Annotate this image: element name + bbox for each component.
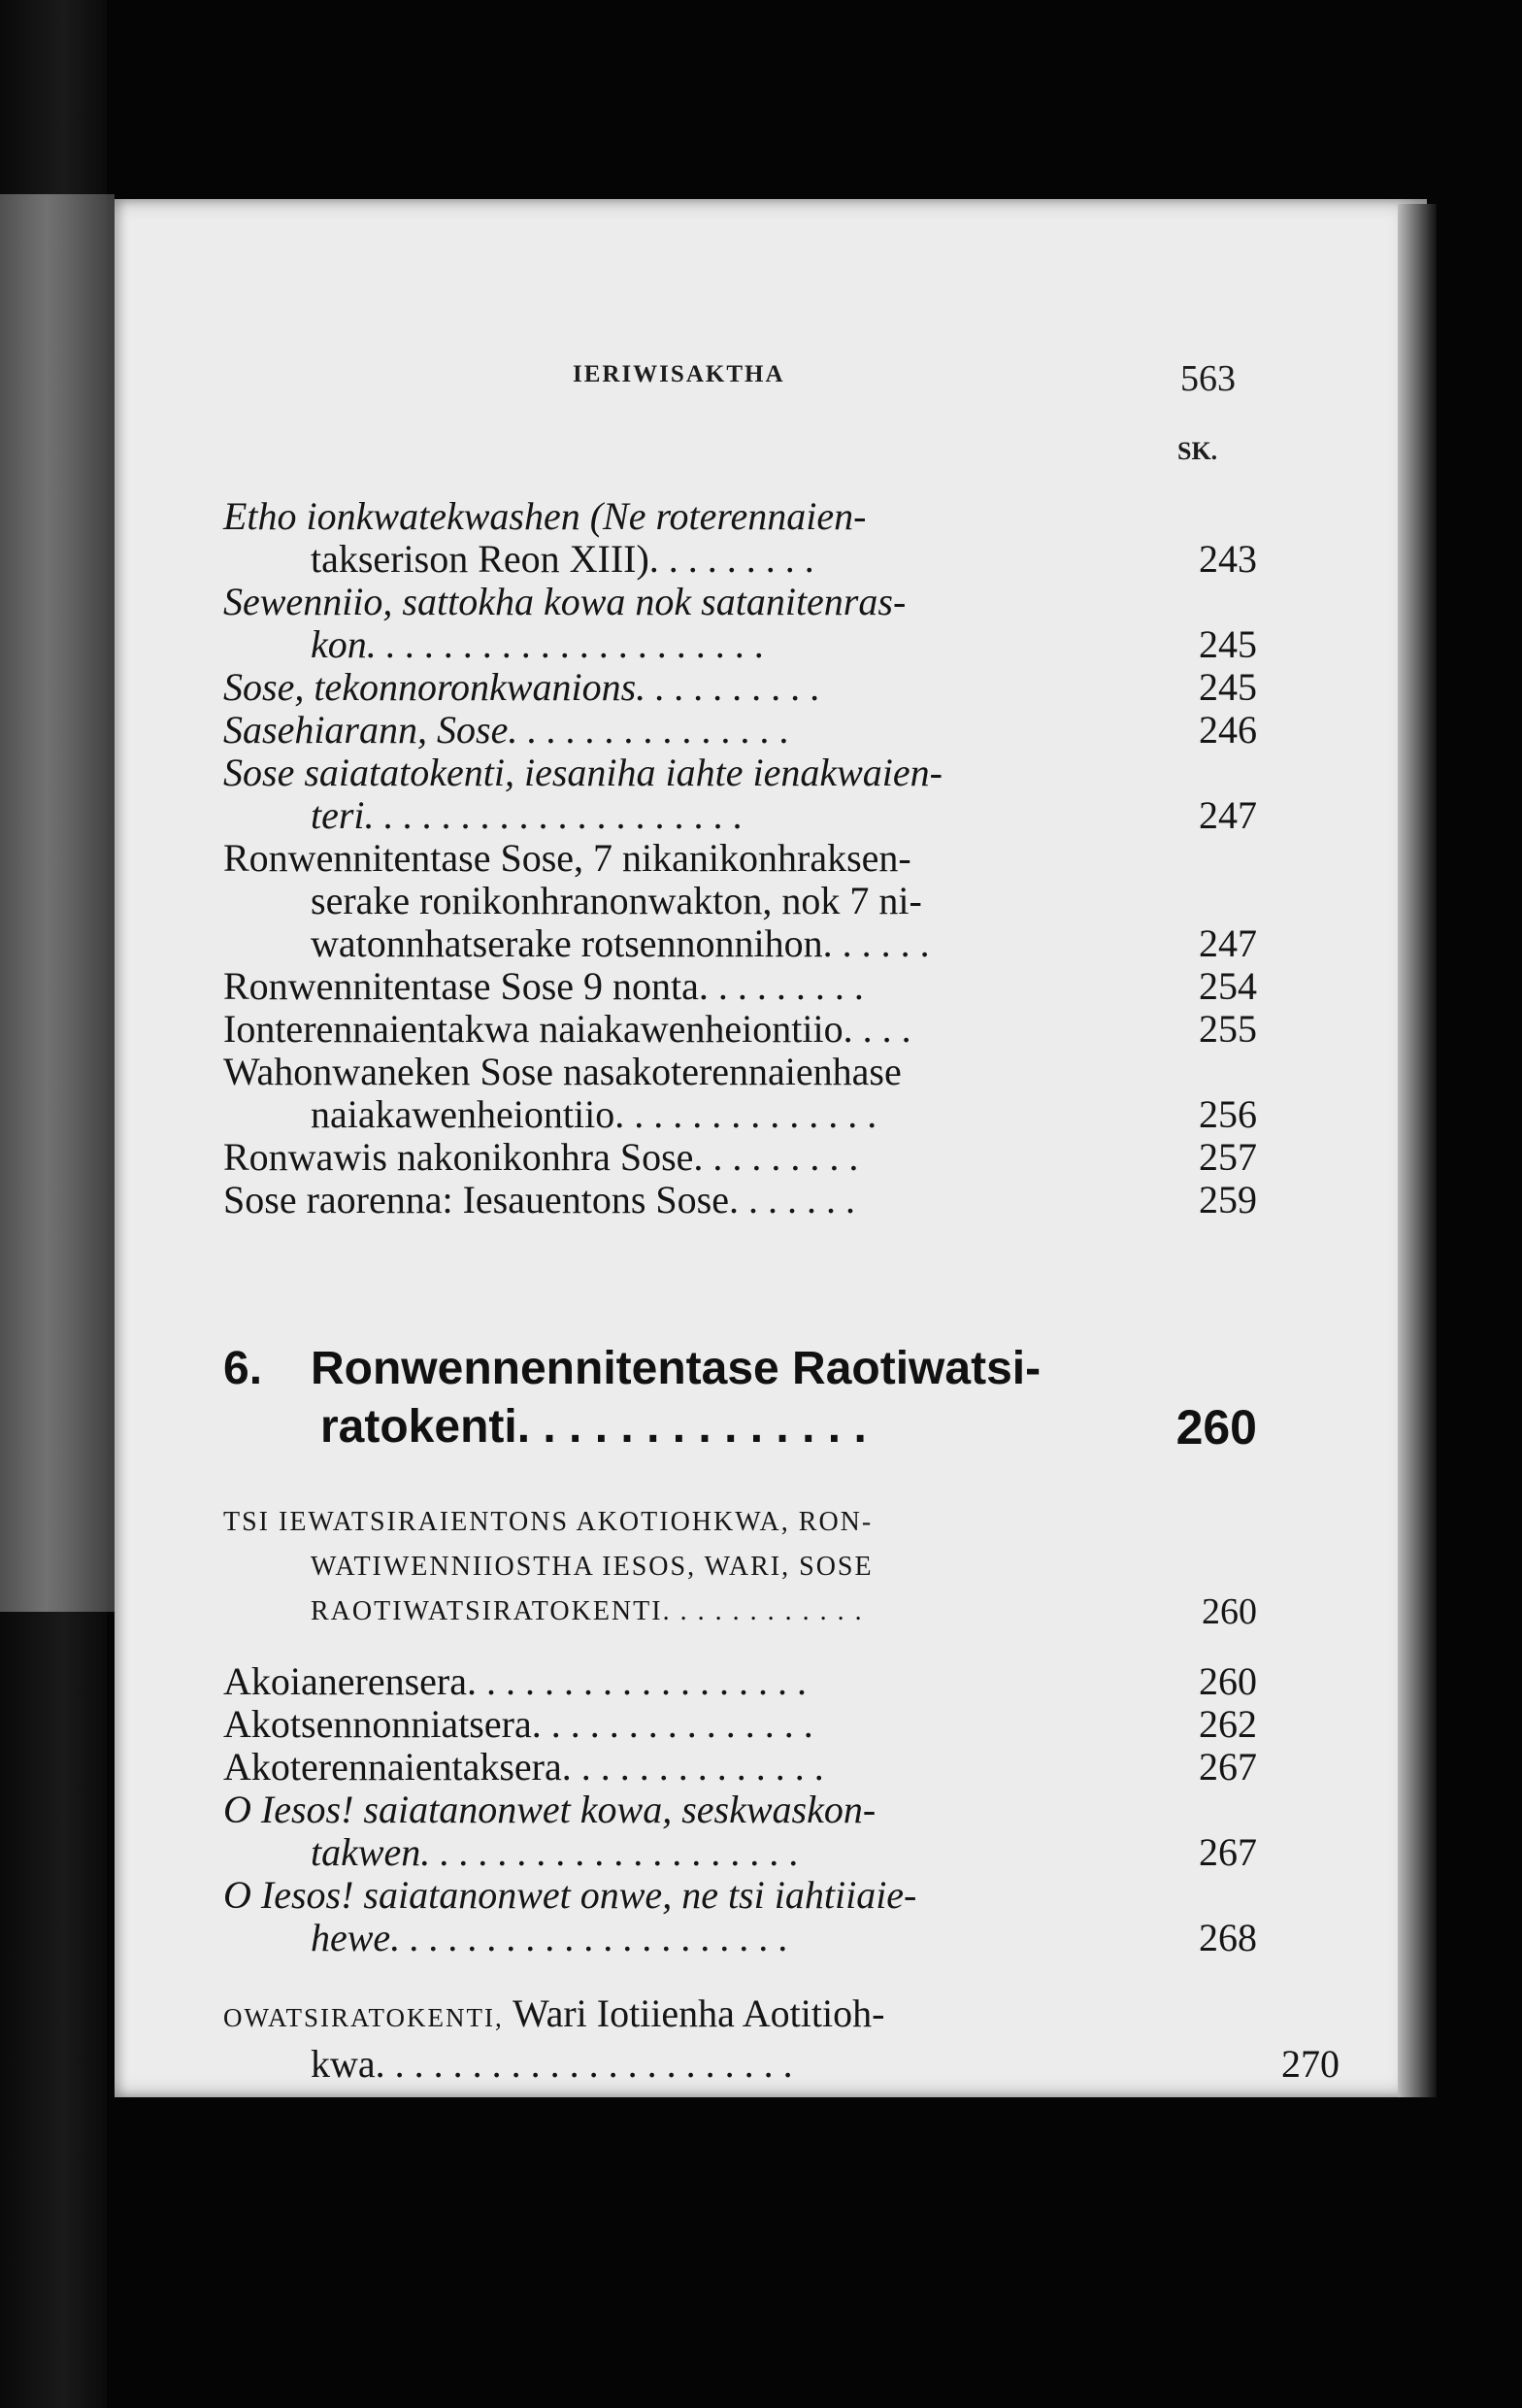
toc-entry-line1: O Iesos! saiatanonwet kowa, seskwaskon- — [223, 1788, 877, 1831]
toc-entry — [223, 666, 1257, 709]
toc-entry-line1: Sose saiatatokenti, iesaniha iahte ienakwaien- — [223, 751, 943, 794]
toc-entry-line1: Wahonwaneken Sose nasakoterennaienhase — [223, 1050, 902, 1093]
toc-entry — [223, 1008, 1257, 1051]
toc-entry-line2: takserison Reon XIII). . . . . . . . . — [311, 537, 814, 581]
toc-entries-top — [223, 495, 1257, 1221]
section-heading — [223, 1340, 1257, 1456]
page-gutter-shadow — [1398, 204, 1437, 2097]
toc-entry-line2: hewe. . . . . . . . . . . . . . . . . . . . . — [311, 1916, 789, 1959]
toc-entry-page: 257 — [1199, 1135, 1257, 1179]
toc-entry-line2: kon. . . . . . . . . . . . . . . . . . . . . — [311, 622, 765, 666]
toc-entry-line1: Ronwennitentase Sose 9 nonta. . . . . . . . . — [223, 964, 864, 1008]
toc-entry — [223, 1179, 1257, 1221]
toc-entry — [223, 1789, 1257, 1874]
page-number: 563 — [1180, 358, 1236, 399]
toc-entry-page: 267 — [1199, 1745, 1257, 1789]
toc-entry — [223, 752, 1257, 837]
subsection-line2: WATIWENNIIOSTHA IESOS, WARI, SOSE — [311, 1552, 874, 1582]
subsection-line1: TSI IEWATSIRAIENTONS AKOTIOHKWA, RON- — [223, 1507, 874, 1537]
toc-entry-page: 267 — [1199, 1830, 1257, 1874]
toc-entry-line1: Akotsennonniatsera. . . . . . . . . . . . . . . — [223, 1702, 813, 1746]
toc-entry-page: 254 — [1199, 964, 1257, 1008]
toc-entries-bottom — [223, 1660, 1257, 1959]
toc-entry — [223, 1874, 1257, 1959]
toc-entry-line1: Wari Iotiienha Aotitioh- — [503, 1991, 885, 2035]
toc-entry-smallcaps: OWATSIRATOKENTI, — [223, 2003, 504, 2032]
toc-entry-page: 245 — [1199, 665, 1257, 709]
toc-entry — [223, 965, 1257, 1008]
toc-entry-line1: Ionterennaientakwa naiakawenheiontiio. . . . — [223, 1007, 911, 1051]
toc-entry — [223, 709, 1257, 752]
running-head: IERIWISAKTHA — [573, 361, 785, 387]
toc-entry-page: 260 — [1199, 1659, 1257, 1703]
toc-entry-page: 262 — [1199, 1702, 1257, 1746]
toc-entry — [223, 1051, 1257, 1136]
toc-entry-line2: takwen. . . . . . . . . . . . . . . . . . . . — [311, 1830, 800, 1874]
toc-entry — [223, 1660, 1257, 1703]
toc-entry-line1: O Iesos! saiatanonwet onwe, ne tsi iahtiiaie- — [223, 1873, 917, 1917]
toc-entry-line2: teri. . . . . . . . . . . . . . . . . . . . — [311, 793, 744, 837]
toc-entry — [223, 837, 1257, 965]
toc-entry-page: 256 — [1199, 1092, 1257, 1136]
toc-entry-line3: watonnhatserake rotsennonnihon. . . . . . — [311, 921, 930, 965]
toc-entry — [223, 1746, 1257, 1789]
section-page: 260 — [1175, 1400, 1257, 1455]
toc-entry-line1: Sose, tekonnoronkwanions. . . . . . . . . . — [223, 665, 821, 709]
toc-entry — [223, 495, 1257, 581]
toc-entry-line1: Sasehiarann, Sose. . . . . . . . . . . . . . . — [223, 708, 790, 752]
toc-entry-page: 268 — [1199, 1916, 1257, 1959]
section-title-line1: Ronwennennitentase Raotiwatsi- — [311, 1343, 1042, 1394]
toc-entry-page: 247 — [1199, 793, 1257, 837]
toc-entry-page: 255 — [1199, 1007, 1257, 1051]
toc-entry-line1: Etho ionkwatekwashen (Ne roterennaien- — [223, 494, 867, 538]
toc-entry-line2: naiakawenheiontiio. . . . . . . . . . . . . . — [311, 1092, 877, 1136]
toc-entry-page: 247 — [1199, 921, 1257, 965]
toc-entry-page: 243 — [1199, 537, 1257, 581]
toc-entry-line1: Akoianerensera. . . . . . . . . . . . . . . . . . — [223, 1659, 807, 1703]
facing-page-edge — [0, 194, 115, 1612]
toc-entry-line2: kwa. . . . . . . . . . . . . . . . . . . . . . — [311, 2042, 793, 2086]
toc-entry-line1: Sewenniio, sattokha kowa nok satanitenras- — [223, 580, 907, 623]
toc-entry-page: 245 — [1199, 622, 1257, 666]
page-column-label: SK. — [1177, 437, 1218, 465]
toc-entry-page: 246 — [1199, 708, 1257, 752]
toc-entry-line1: Sose raorenna: Iesauentons Sose. . . . . . . — [223, 1178, 855, 1221]
toc-entry-line1: Ronwennitentase Sose, 7 nikanikonhraksen- — [223, 836, 911, 880]
subsection-page: 260 — [1202, 1591, 1257, 1632]
toc-entry — [223, 581, 1257, 666]
toc-entry-line1: Akoterennaientaksera. . . . . . . . . . . . . . — [223, 1745, 824, 1789]
section-number: 6. — [223, 1343, 263, 1394]
toc-entry — [223, 1703, 1257, 1746]
toc-entry-page: 259 — [1199, 1178, 1257, 1221]
toc-entry — [223, 1136, 1257, 1179]
toc-entry-line1: Ronwawis nakonikonhra Sose. . . . . . . . . — [223, 1135, 859, 1179]
toc-entry-final — [223, 1990, 1340, 2088]
toc-entry-page: 270 — [1281, 2042, 1340, 2086]
subsection-heading — [223, 1500, 1257, 1634]
toc-entry-line2: serake ronikonhranonwakton, nok 7 ni- — [311, 879, 922, 922]
subsection-line3: RAOTIWATSIRATOKENTI. . . . . . . . . . . . — [311, 1596, 864, 1626]
section-title-line2: ratokenti. . . . . . . . . . . . . . — [320, 1401, 867, 1453]
